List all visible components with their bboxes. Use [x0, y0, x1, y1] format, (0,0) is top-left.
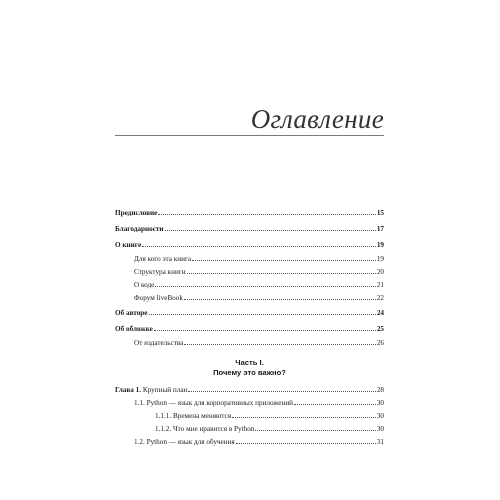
toc-entry-audience[interactable]	[134, 254, 384, 264]
toc-entry-page: 24	[376, 309, 384, 317]
toc-entry-page: 30	[376, 412, 384, 420]
toc-entry-text: О коде	[134, 281, 155, 289]
toc-entry-text: От издательства	[134, 339, 184, 347]
toc-heading: Оглавление	[250, 104, 384, 134]
toc-entry-page: 25	[376, 325, 384, 333]
toc-entry-text: Об авторе	[115, 309, 148, 317]
dot-leader	[255, 424, 375, 431]
dot-leader	[149, 308, 376, 315]
toc-entry-page: 28	[376, 386, 384, 394]
toc-entry-page: 21	[376, 281, 384, 289]
dot-leader	[232, 411, 376, 418]
toc-entry-page: 15	[376, 209, 384, 217]
part-title: Почему это важно?	[213, 368, 286, 377]
toc-entry-about-code[interactable]	[134, 280, 384, 290]
toc-entry-section-1-2[interactable]	[134, 437, 384, 447]
toc-entry-structure[interactable]	[134, 267, 384, 277]
chapter-prefix: Глава 1.	[115, 386, 142, 394]
toc-entry-text: Структура книги	[134, 268, 186, 276]
toc-entry-text: О книге	[115, 241, 142, 249]
dot-leader	[158, 208, 376, 215]
dot-leader	[155, 280, 375, 287]
toc-entry-text: 1.1.2. Что мне нравится в Python	[155, 425, 255, 433]
dot-leader	[236, 437, 376, 444]
toc-entry-about-author[interactable]	[115, 308, 384, 318]
toc-entry-text: Об обложке	[115, 325, 153, 333]
toc-entry-page: 31	[376, 438, 384, 446]
toc-entry-page: 30	[376, 425, 384, 433]
part-label: Часть I.	[235, 358, 264, 367]
toc-entry-page: 19	[376, 255, 384, 263]
toc-entry-section-1-1-1[interactable]	[155, 411, 384, 421]
toc-entry-page: 19	[376, 241, 384, 249]
toc-entry-acknowledgements[interactable]	[115, 224, 384, 234]
toc-entry-text: Форум liveBook	[134, 294, 183, 302]
toc-entry-page: 20	[376, 268, 384, 276]
toc-entry-text: Благодарности	[115, 225, 164, 233]
dot-leader	[184, 338, 375, 345]
dot-leader	[165, 224, 376, 231]
toc-entry-text: 1.1. Python — язык для корпоративных приложений	[134, 399, 294, 407]
toc-entry-preface[interactable]	[115, 208, 384, 218]
toc-entry-text: Для кого эта книга	[134, 255, 192, 263]
chapter-title: Крупный план	[142, 386, 188, 394]
toc-entry-page: 26	[376, 339, 384, 347]
dot-leader	[184, 293, 376, 300]
dot-leader	[188, 385, 375, 392]
dot-leader	[154, 324, 376, 331]
toc-entry-about-book[interactable]	[115, 240, 384, 250]
toc-entry-section-1-1-2[interactable]	[155, 424, 384, 434]
toc-entry-page: 30	[376, 399, 384, 407]
toc-entry-chapter-1[interactable]	[115, 385, 384, 395]
dot-leader	[187, 267, 376, 274]
dot-leader	[294, 398, 376, 405]
toc-entry-text	[115, 385, 187, 395]
toc-entry-text: 1.1.1. Времена меняются	[155, 412, 232, 420]
toc-entry-text: 1.2. Python — язык для обучения	[134, 438, 235, 446]
toc-entry-page: 22	[376, 294, 384, 302]
dot-leader	[192, 254, 376, 261]
toc-entry-from-publisher[interactable]	[134, 338, 384, 348]
toc-entry-about-cover[interactable]	[115, 324, 384, 334]
toc-entry-livebook-forum[interactable]	[134, 293, 384, 303]
toc-entry-text: Предисловие	[115, 209, 158, 217]
toc-entry-page: 17	[376, 225, 384, 233]
toc-entry-section-1-1[interactable]	[134, 398, 384, 408]
dot-leader	[142, 240, 376, 247]
